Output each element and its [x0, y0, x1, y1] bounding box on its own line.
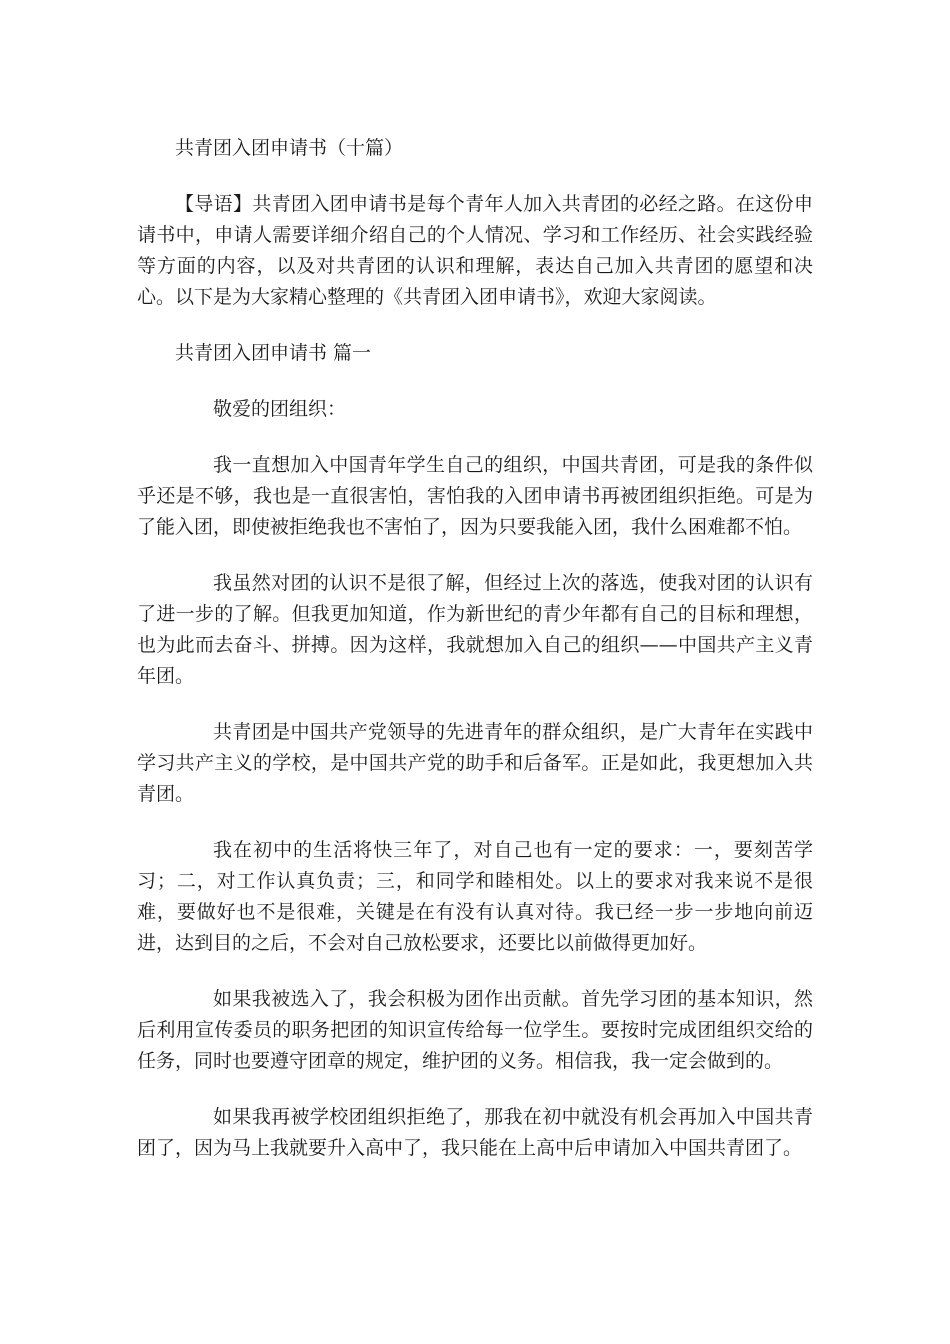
- body-paragraph: 我虽然对团的认识不是很了解，但经过上次的落选，使我对团的认识有了进一步的了解。但我更加知道，作为新世纪的青少年都有自己的目标和理想，也为此而去奋斗、拼搏。因为这样，我就想加入自己的组织——中国共产主义青年团。: [137, 572, 813, 687]
- body-paragraph: 如果我被选入了，我会积极为团作出贡献。首先学习团的基本知识，然后利用宣传委员的职务把团的知识宣传给每一位学生。要按时完成团组织交给的任务，同时也要遵守团章的规定，维护团的义务。相信我，我一定会做到的。: [137, 988, 813, 1072]
- body-paragraph: 如果我再被学校团组织拒绝了，那我在初中就没有机会再加入中国共青团了，因为马上我就要升入高中了，我只能在上高中后申请加入中国共青团了。: [137, 1106, 813, 1159]
- intro-paragraph: 【导语】共青团入团申请书是每个青年人加入共青团的必经之路。在这份申请书中，申请人需要详细介绍自己的个人情况、学习和工作经历、社会实践经验等方面的内容，以及对共青团的认识和理解，表达自己加入共青团的愿望和决心。以下是为大家精心整理的《共青团入团申请书》，欢迎大家阅读。: [137, 193, 813, 308]
- body-paragraph: 我一直想加入中国青年学生自己的组织，中国共青团，可是我的条件似乎还是不够，我也是一直很害怕，害怕我的入团申请书再被团组织拒绝。可是为了能入团，即使被拒绝我也不害怕了，因为只要我能入团，我什么困难都不怕。: [137, 454, 813, 538]
- body-paragraph: 共青团是中国共产党领导的先进青年的群众组织，是广大青年在实践中学习共产主义的学校，是中国共产党的助手和后备军。正是如此，我更想加入共青团。: [137, 721, 813, 805]
- document-body: [137, 133, 813, 1189]
- salutation: 敬爱的团组织：: [213, 398, 347, 420]
- body-paragraph: 我在初中的生活将快三年了，对自己也有一定的要求：一，要刻苦学习；二，对工作认真负责；三，和同学和睦相处。以上的要求对我来说不是很难，要做好也不是很难，关键是在有没有认真对待。我已经一步一步地向前迈进，达到目的之后，不会对自己放松要求，还要比以前做得更加好。: [137, 839, 813, 954]
- section-title: 共青团入团申请书 篇一: [175, 342, 372, 364]
- document-title: 共青团入团申请书（十篇）: [175, 137, 404, 159]
